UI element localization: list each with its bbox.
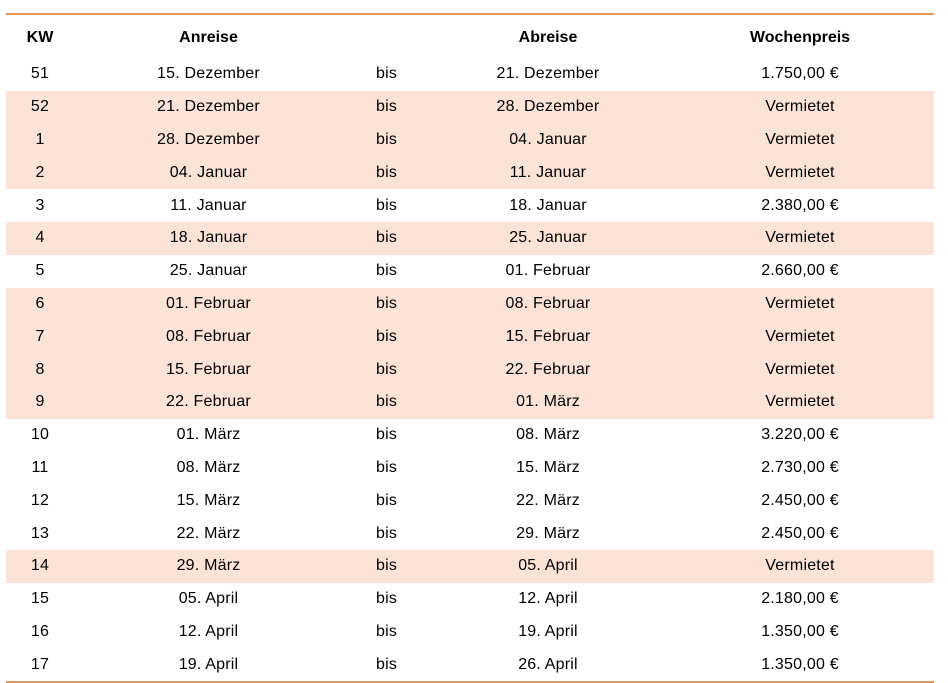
cell-kw: 13	[30, 524, 50, 542]
cell-anreise: 01. Februar	[74, 288, 343, 321]
cell-kw: 16	[30, 622, 50, 640]
cell-abreise: 15. Februar	[430, 320, 666, 353]
cell-price: Vermietet	[666, 124, 934, 157]
header-bis	[343, 15, 430, 58]
cell-kw: 1	[6, 124, 74, 157]
table-row	[6, 320, 934, 353]
table-header	[6, 15, 934, 58]
cell-bis: bis	[375, 65, 398, 83]
cell-price: 1.350,00 €	[761, 622, 839, 640]
cell-price: 2.730,00 €	[761, 458, 839, 476]
cell-anreise: 21. Dezember	[74, 91, 343, 124]
table-row	[6, 419, 934, 452]
cell-abreise: 08. März	[516, 426, 580, 444]
cell-abreise: 26. April	[518, 655, 578, 673]
cell-bis: bis	[375, 426, 398, 444]
cell-abreise: 08. Februar	[430, 288, 666, 321]
cell-anreise: 04. Januar	[74, 156, 343, 189]
cell-kw: 12	[30, 491, 50, 509]
header-abreise: Abreise	[518, 28, 578, 46]
cell-bis: bis	[375, 491, 398, 509]
cell-anreise: 12. April	[178, 622, 239, 640]
table-row	[6, 255, 934, 288]
cell-bis: bis	[343, 124, 430, 157]
cell-bis: bis	[343, 320, 430, 353]
table-row	[6, 583, 934, 616]
cell-anreise: 22. März	[176, 524, 241, 542]
cell-kw: 17	[30, 655, 50, 673]
cell-price: Vermietet	[666, 222, 934, 255]
cell-price: Vermietet	[666, 353, 934, 386]
cell-anreise: 25. Januar	[169, 262, 248, 280]
table-row	[6, 517, 934, 550]
cell-kw: 3	[35, 196, 45, 214]
cell-abreise: 29. März	[516, 524, 580, 542]
header-row	[6, 15, 934, 58]
cell-bis: bis	[343, 353, 430, 386]
cell-bis: bis	[343, 91, 430, 124]
cell-abreise: 21. Dezember	[496, 65, 600, 83]
cell-price: Vermietet	[666, 288, 934, 321]
cell-anreise: 22. Februar	[74, 386, 343, 419]
table-row	[6, 550, 934, 583]
header-price: Wochenpreis	[749, 28, 851, 46]
cell-anreise: 28. Dezember	[74, 124, 343, 157]
cell-kw: 10	[30, 426, 50, 444]
cell-price: 2.660,00 €	[761, 262, 839, 280]
cell-price: Vermietet	[666, 386, 934, 419]
cell-kw: 5	[35, 262, 45, 280]
cell-abreise: 19. April	[518, 622, 578, 640]
table-row	[6, 288, 934, 321]
cell-anreise: 05. April	[178, 590, 239, 608]
cell-anreise: 15. Dezember	[157, 65, 260, 83]
cell-kw: 2	[6, 156, 74, 189]
cell-anreise: 18. Januar	[74, 222, 343, 255]
cell-price: 2.450,00 €	[761, 491, 839, 509]
cell-bis: bis	[375, 524, 398, 542]
cell-kw: 6	[6, 288, 74, 321]
cell-bis: bis	[343, 386, 430, 419]
cell-abreise: 22. März	[516, 491, 580, 509]
table-row	[6, 124, 934, 157]
table-row	[6, 452, 934, 485]
cell-price: Vermietet	[666, 550, 934, 583]
cell-bis: bis	[375, 458, 398, 476]
cell-kw: 4	[6, 222, 74, 255]
cell-anreise: 08. März	[176, 458, 241, 476]
cell-bis: bis	[343, 222, 430, 255]
table-row	[6, 156, 934, 189]
cell-price: 1.750,00 €	[761, 65, 839, 83]
table-row	[6, 386, 934, 419]
cell-anreise: 29. März	[74, 550, 343, 583]
cell-abreise: 11. Januar	[430, 156, 666, 189]
table-row	[6, 58, 934, 91]
cell-price: 2.450,00 €	[761, 524, 839, 542]
cell-kw: 11	[31, 458, 49, 476]
table-body	[6, 58, 934, 681]
cell-kw: 15	[30, 590, 50, 608]
cell-anreise: 15. März	[176, 491, 241, 509]
cell-price: Vermietet	[666, 156, 934, 189]
cell-price: 2.180,00 €	[761, 590, 839, 608]
cell-abreise: 04. Januar	[430, 124, 666, 157]
header-anreise: Anreise	[179, 28, 238, 46]
cell-bis: bis	[375, 196, 398, 214]
cell-kw: 9	[6, 386, 74, 419]
table-row	[6, 353, 934, 386]
cell-bis: bis	[375, 590, 398, 608]
cell-price: 3.220,00 €	[761, 426, 839, 444]
cell-price: Vermietet	[666, 320, 934, 353]
cell-price: 2.380,00 €	[761, 196, 839, 214]
cell-bis: bis	[375, 262, 398, 280]
cell-price: Vermietet	[666, 91, 934, 124]
table-row	[6, 484, 934, 517]
table-row	[6, 648, 934, 681]
cell-abreise: 12. April	[518, 590, 578, 608]
table-row	[6, 222, 934, 255]
cell-anreise: 01. März	[176, 426, 241, 444]
cell-bis: bis	[343, 288, 430, 321]
cell-anreise: 15. Februar	[74, 353, 343, 386]
cell-bis: bis	[343, 550, 430, 583]
cell-price: 1.350,00 €	[761, 655, 839, 673]
cell-bis: bis	[375, 655, 398, 673]
cell-abreise: 18. Januar	[509, 196, 587, 214]
cell-anreise: 19. April	[178, 655, 239, 673]
cell-kw: 8	[6, 353, 74, 386]
header-kw: KW	[26, 28, 54, 46]
cell-anreise: 08. Februar	[74, 320, 343, 353]
cell-abreise: 22. Februar	[430, 353, 666, 386]
cell-kw: 14	[6, 550, 74, 583]
cell-abreise: 05. April	[430, 550, 666, 583]
price-table	[6, 15, 934, 681]
table-row	[6, 189, 934, 222]
cell-kw: 52	[6, 91, 74, 124]
cell-kw: 7	[6, 320, 74, 353]
cell-bis: bis	[343, 156, 430, 189]
price-table-container	[6, 13, 934, 683]
cell-bis: bis	[375, 622, 398, 640]
cell-abreise: 15. März	[516, 458, 580, 476]
cell-abreise: 01. März	[430, 386, 666, 419]
cell-abreise: 25. Januar	[430, 222, 666, 255]
table-row	[6, 616, 934, 649]
cell-abreise: 01. Februar	[505, 262, 591, 280]
cell-abreise: 28. Dezember	[430, 91, 666, 124]
cell-kw: 51	[30, 65, 50, 83]
table-row	[6, 91, 934, 124]
cell-anreise: 11. Januar	[170, 196, 247, 214]
